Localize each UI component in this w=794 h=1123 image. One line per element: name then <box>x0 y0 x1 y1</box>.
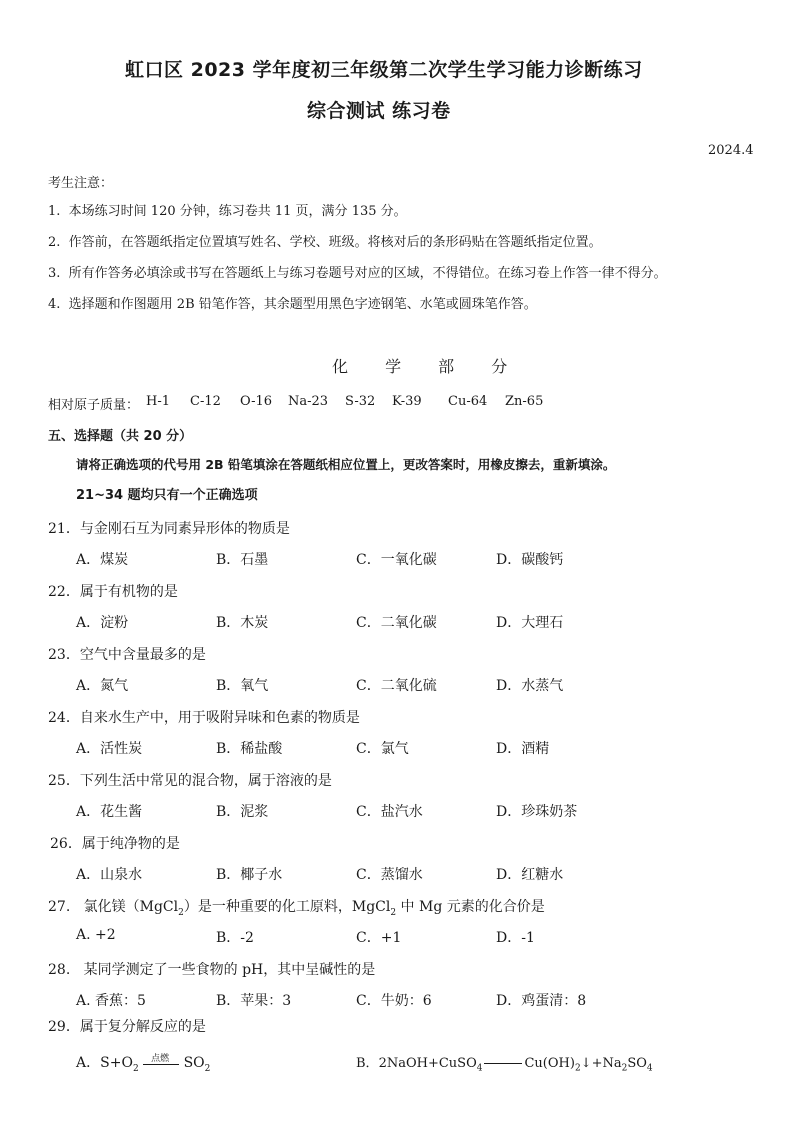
reaction-arrow-icon <box>143 1054 179 1069</box>
question-stem <box>48 644 206 664</box>
question-text: 氯化镁（MgCl <box>83 899 179 915</box>
option-a: A．煤炭 <box>76 552 129 568</box>
section-title: 化 学 部 分 <box>332 357 524 376</box>
option-d: D．碳酸钙 <box>496 552 564 568</box>
option-a: A．花生酱 <box>76 804 143 820</box>
question-number: 24． <box>48 710 80 726</box>
question-text: 下列生活中常见的混合物，属于溶液的是 <box>79 773 332 789</box>
option-a: A．活性炭 <box>76 741 143 757</box>
question-text: 属于复分解反应的是 <box>79 1019 206 1035</box>
question-text: 某同学测定了一些食物的 pH，其中呈碱性的是 <box>83 962 376 978</box>
option-c: C．一氧化碳 <box>356 552 437 568</box>
notice-item <box>48 293 537 312</box>
question-stem <box>50 833 180 853</box>
notice-text: 本场练习时间 120 分钟，练习卷共 11 页，满分 135 分。 <box>68 204 407 219</box>
part-subinstruction: 21~34 题均只有一个正确选项 <box>76 488 258 503</box>
option-b: B．氧气 <box>216 678 269 694</box>
equation-products: ↓+Na <box>580 1056 622 1071</box>
option-b: B．稀盐酸 <box>216 741 283 757</box>
question-stem <box>48 959 375 979</box>
subscript: 2 <box>178 907 184 918</box>
option-d: D．水蒸气 <box>496 678 564 694</box>
question-text: 中 Mg 元素的化合价是 <box>396 899 545 915</box>
equation-products: SO <box>183 1055 205 1071</box>
atomic-mass-item: S-32 <box>345 394 376 409</box>
subscript: 2 <box>390 907 397 918</box>
question-number: 27. <box>48 899 71 915</box>
equation-reactants: 2NaOH+CuSO <box>378 1056 477 1071</box>
equals-line-icon <box>484 1063 522 1064</box>
option-c: C．盐汽水 <box>356 804 423 820</box>
notice-text: 作答前，在答题纸指定位置填写姓名、学校、班级。将核对后的条形码贴在答题纸指定位置。 <box>68 235 602 250</box>
option-d: D．大理石 <box>496 615 564 631</box>
option-c: C．+1 <box>356 930 402 946</box>
option-c: C．氯气 <box>356 741 409 757</box>
exam-date: 2024.4 <box>708 143 754 158</box>
notice-item <box>48 231 602 250</box>
subscript: 2 <box>204 1063 211 1074</box>
option-d: D．珍珠奶茶 <box>496 804 578 820</box>
option-b: B．泥浆 <box>216 804 269 820</box>
subscript: 2 <box>574 1063 581 1074</box>
question-stem <box>48 1016 206 1036</box>
question-stem <box>48 707 360 727</box>
option-label: B． <box>356 1056 379 1071</box>
equation-products: Cu(OH) <box>524 1056 575 1071</box>
atomic-mass-item: O-16 <box>240 394 273 409</box>
option-d: D．红糖水 <box>496 867 564 883</box>
question-number: 21． <box>48 521 80 537</box>
notice-text: 所有作答务必填涂或书写在答题纸上与练习卷题号对应的区域，不得错位。在练习卷上作答一律不得分。 <box>68 266 667 281</box>
subscript: 4 <box>646 1063 653 1074</box>
option-b <box>356 1052 653 1074</box>
option-d: D．-1 <box>496 930 535 946</box>
notice-num: 3. <box>48 266 61 281</box>
option-c: C．牛奶：6 <box>356 993 432 1009</box>
question-stem <box>48 770 332 790</box>
question-number: 28. <box>48 962 71 978</box>
notice-item <box>48 200 407 219</box>
option-d: D．鸡蛋清：8 <box>496 993 587 1009</box>
part-instruction: 请将正确选项的代号用 2B 铅笔填涂在答题纸相应位置上，更改答案时，用橡皮擦去，重新填涂。 <box>76 457 616 472</box>
notice-num: 2. <box>48 235 61 250</box>
option-label: A． <box>76 1055 101 1071</box>
atomic-mass-item: Na-23 <box>288 394 329 409</box>
atomic-mass-item: C-12 <box>190 394 221 409</box>
question-stem <box>48 896 545 918</box>
notice-item <box>48 262 667 281</box>
option-c: C．二氧化硫 <box>356 678 437 694</box>
exam-title: 虹口区 2023 学年度初三年级第二次学生学习能力诊断练习 <box>125 59 643 81</box>
option-a: A. 香蕉：5 <box>76 993 146 1009</box>
equation-reactants: S+O <box>100 1055 133 1071</box>
notice-heading: 考生注意： <box>48 176 114 191</box>
atomic-mass-item: Cu-64 <box>448 394 488 409</box>
subscript: 4 <box>476 1063 483 1074</box>
option-c: C．蒸馏水 <box>356 867 423 883</box>
notice-num: 1. <box>48 204 61 219</box>
question-text: 自来水生产中，用于吸附异味和色素的物质是 <box>79 710 360 726</box>
atomic-mass-item: Zn-65 <box>505 394 544 409</box>
question-number: 25． <box>48 773 80 789</box>
option-b: B．木炭 <box>216 615 269 631</box>
notice-num: 4. <box>48 297 61 312</box>
option-b: B．石墨 <box>216 552 269 568</box>
option-c: C．二氧化碳 <box>356 615 437 631</box>
part-heading: 五、选择题（共 20 分） <box>48 429 193 444</box>
question-text: 属于纯净物的是 <box>81 836 180 852</box>
subscript: 2 <box>132 1063 139 1074</box>
question-stem <box>48 581 178 601</box>
option-b: B．-2 <box>216 930 254 946</box>
question-stem <box>48 518 290 538</box>
question-text: 空气中含量最多的是 <box>79 647 206 663</box>
question-number: 22． <box>48 584 80 600</box>
atomic-mass-label: 相对原子质量： <box>48 398 140 413</box>
option-b: B．椰子水 <box>216 867 283 883</box>
question-text: ）是一种重要的化工原料，MgCl <box>183 899 391 915</box>
equation-products: SO <box>627 1056 647 1071</box>
question-number: 23． <box>48 647 80 663</box>
question-number: 29． <box>48 1019 80 1035</box>
question-text: 属于有机物的是 <box>79 584 178 600</box>
subscript: 2 <box>621 1063 628 1074</box>
reaction-condition: 点燃 <box>151 1054 170 1064</box>
option-a: A．氮气 <box>76 678 129 694</box>
atomic-mass-item: H-1 <box>146 394 171 409</box>
option-a <box>76 1052 210 1074</box>
option-a: A．淀粉 <box>76 615 129 631</box>
option-b: B．苹果：3 <box>216 993 292 1009</box>
question-text: 与金刚石互为同素异形体的物质是 <box>79 521 290 537</box>
option-d: D．酒精 <box>496 741 550 757</box>
atomic-mass-item: K-39 <box>392 394 422 409</box>
option-a: A. +2 <box>76 927 116 943</box>
exam-subtitle: 综合测试 练习卷 <box>307 100 451 122</box>
notice-text: 选择题和作图题用 2B 铅笔作答，其余题型用黑色字迹钢笔、水笔或圆珠笔作答。 <box>68 297 537 312</box>
option-a: A．山泉水 <box>76 867 143 883</box>
question-number: 26． <box>50 836 82 852</box>
